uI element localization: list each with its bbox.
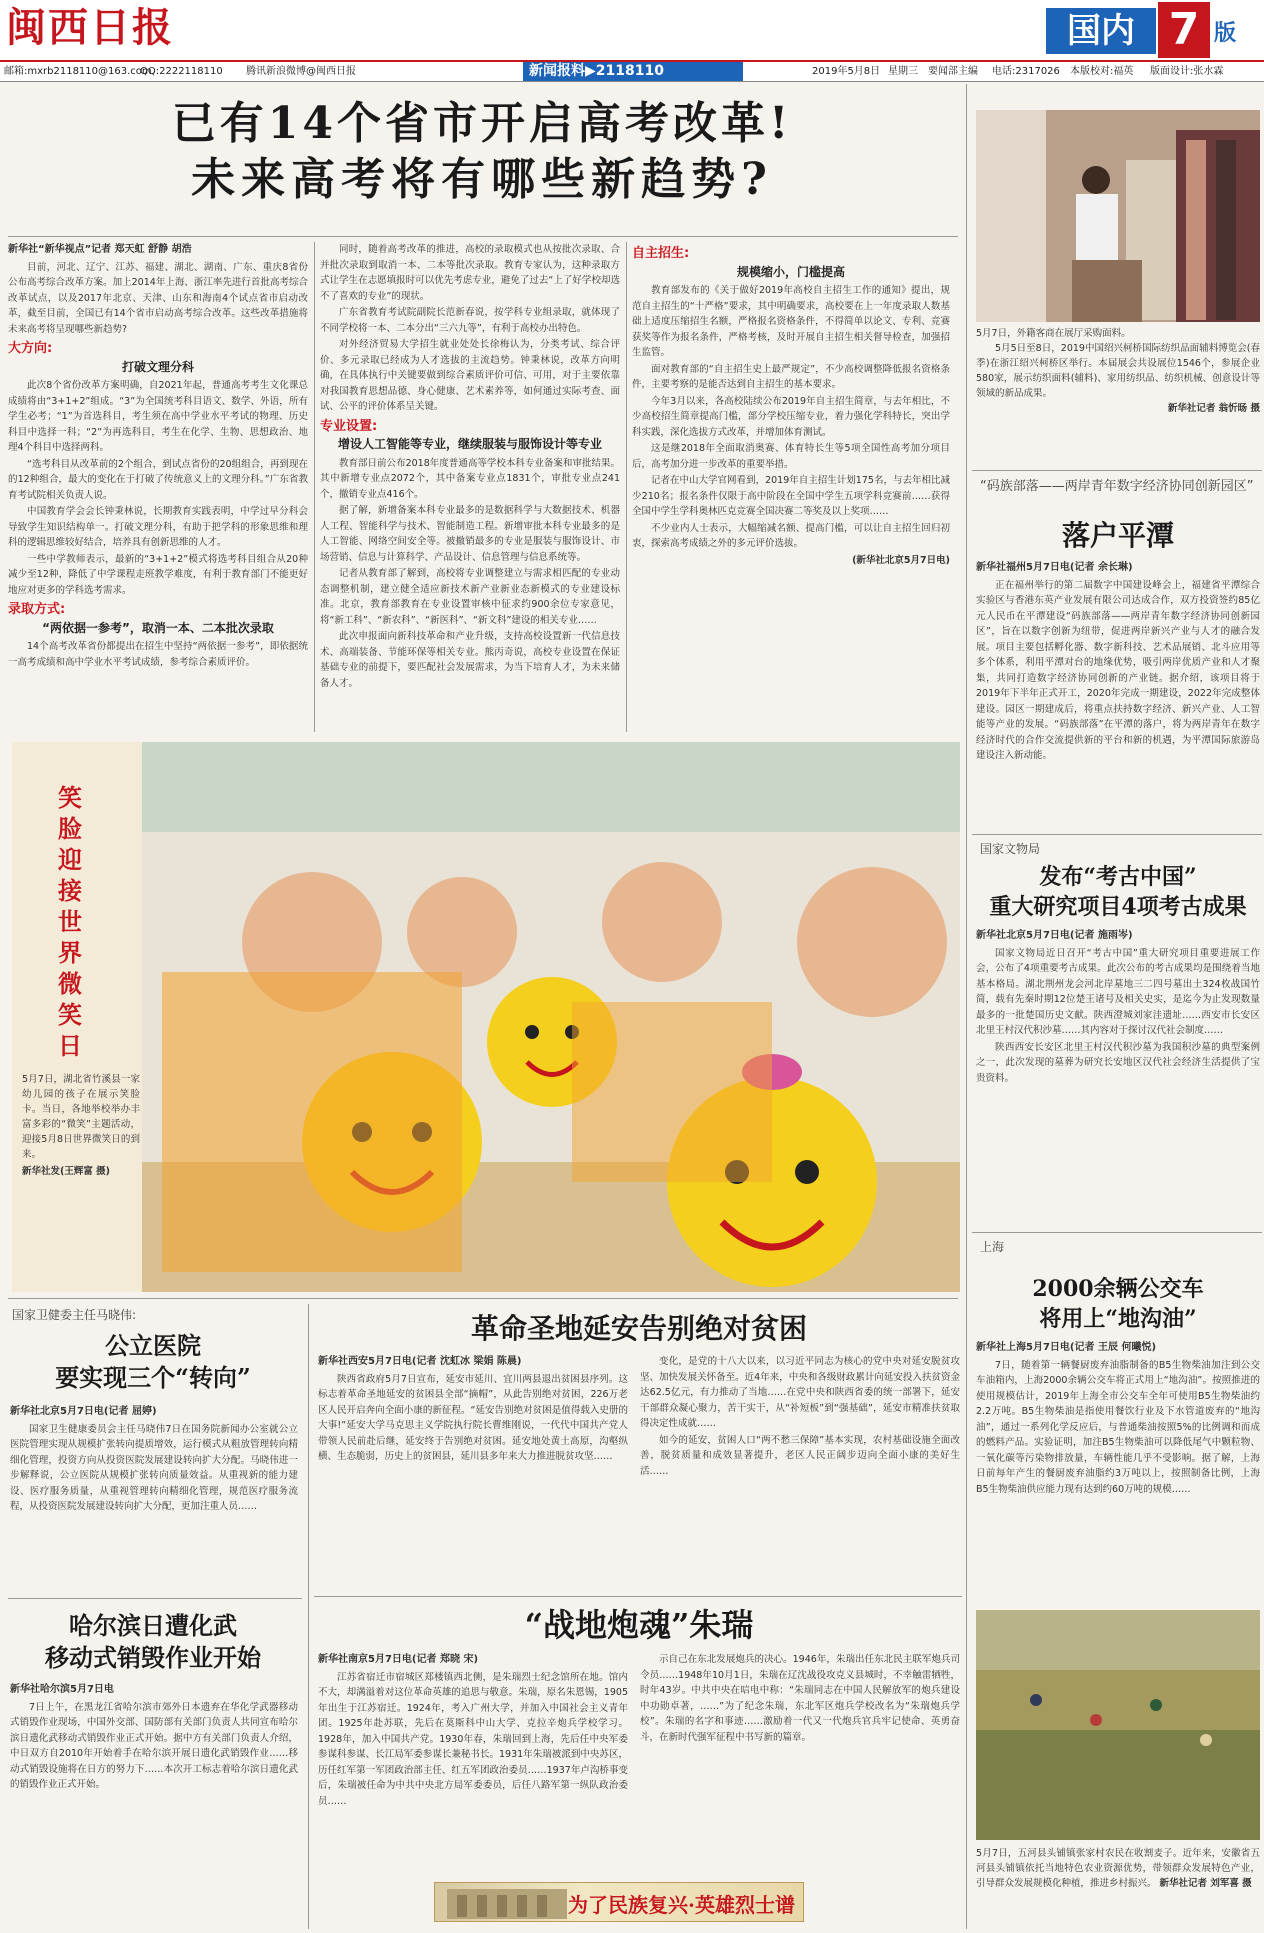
harbin-headline [8, 1610, 298, 1674]
date: 2019年5月8日 [812, 66, 881, 77]
hospital-kicker: 国家卫健委主任马晓伟: [12, 1308, 137, 1322]
lead-column-1 [8, 242, 308, 732]
archaeology-headline [976, 862, 1260, 922]
paragraph: 教育部日前公布2018年度普通高等学校本科专业备案和审批结果。其中新增专业点2072个，其中备案专业点1831个，审批专业点241个，撤销专业点416个。 [320, 457, 620, 500]
paragraph: 7日，随着第一辆餐厨废弃油脂制备的B5生物柴油加注到公交车油箱内，上海2000余辆公交车将正式用上“地沟油”。按照推进的使用规模估计，2019年上海全市公交车全年可使用B5生物柴油约2.2万吨。B5生物柴油是指使用餐饮行业及下水管道废弃的“地沟油”，通过一系列化学反应后，与普通柴油按照5%的比例调和而成的燃料产品。实验证明，加注B5生物柴油可以降低尾气中颗粒物、一氧化碳等污染物排放量，车辆性能几乎不受影响。据了解，上海日前每年产生的餐厨废弃油脂约3万吨以上，按照制备比例，上海B5生物柴油供应能力现有达到约60万吨的规模…… [976, 1359, 1260, 1495]
byline: 新华社上海5月7日电(记者 王辰 何曦悦) [976, 1342, 1157, 1353]
paragraph: 这是继2018年全面取消奥赛、体育特长生等5项全国性高考加分项目后，高考加分进一步改革的重要举措。 [632, 443, 950, 470]
paragraph: 面对教育部的“自主招生史上最严规定”，不少高校调整降低报名资格条件，主要考察的是能否达到自主招生的基本要求。 [632, 363, 950, 390]
paragraph: 此次申报面向新科技革命和产业升级，支持高校设置新一代信息技术、高端装备、节能环保等相关专业。熊丙奇说，高校专业设置在保证基础专业的前提下，要匹配社会发展需求，为当下培育人才，为未来储备人才。 [320, 631, 620, 689]
lead-intro: 目前，河北、辽宁、江苏、福建、湖北、湖南、广东、重庆8省份公布高考综合改革方案。加上2014年上海、浙江率先进行首批高考综合改革试点，以及2017年北京、天津、山东和海南4个试点省市启动改革，截至目前，全国已有14个省市启动高考综合改革。这些改革措施将未来高考将呈现哪些新趋势? [8, 261, 308, 335]
cross-strait-kicker: “码族部落——两岸青年数字经济协同创新园区” [980, 479, 1254, 494]
paragraph: 教育部发布的《关于做好2019年高校自主招生工作的通知》提出，规范自主招生的“十严格”要求，其中明确要求，高校要在上一年度录取人数基础上适度压缩招生名额，严格报名资格条件，不得简单以论文、专利、竞赛获奖等作为报名条件，严格考核，及时开展自主招生相关督导检查，加强招生监管。 [632, 285, 950, 358]
headline-line: 重大研究项目4项考古成果 [989, 894, 1247, 920]
page-suffix: 版 [1214, 21, 1237, 46]
info-bar [0, 60, 1264, 82]
section3-subhead: 增设人工智能等专业，继续服装与服饰设计等专业 [337, 437, 602, 451]
paragraph: 不少业内人士表示，大幅缩减名额、提高门槛，可以让自主招生回归初衷，探索高考成绩之外的多元评价选拔。 [632, 522, 950, 549]
zhurui-headline: “战地炮魂”朱瑞 [524, 1606, 754, 1644]
zhurui-body-right [640, 1652, 960, 1878]
shanghai-headline [976, 1274, 1260, 1334]
page-number: 7 [1158, 2, 1210, 58]
yanan-body-right [640, 1354, 960, 1590]
section4-subhead: 规模缩小，门槛提高 [736, 264, 845, 279]
paragraph: 记者在中山大学官网看到，2019年自主招生计划175名，与去年相比减少210名；报名条件仅限于高中阶段在全国中学生五项学科竞赛前……获得全国中学生学科奥林匹克竞赛全国决赛二等奖及以上奖项…… [632, 475, 950, 517]
wheat-harvest-photo [976, 1610, 1260, 1840]
divider [966, 84, 967, 1929]
wheat-caption [976, 1846, 1260, 1891]
paragraph: 同时，随着高考改革的推进，高校的录取模式也从按批次录取、合并批次录取到取消一本、二本等批次录取。教育专家认为，这种录取方式让学生在志愿填报时可以优先考虑专业，避免了过去“上了好学校却选不了喜欢的专业”的现状。 [320, 244, 620, 302]
divider [972, 834, 1262, 835]
lead-headline-line2: 未来高考将有哪些新趋势? [191, 154, 773, 205]
paragraph: 陕西西安长安区北里王村汉代积沙墓为我国积沙墓的典型案例之一，此次发现的墓葬为研究长安地区汉代社会经济生活提供了宝贵资料。 [976, 1041, 1260, 1084]
children-smile-illustration [12, 742, 960, 1292]
paragraph: 陕西省政府5月7日宣布，延安市延川、宜川两县退出贫困县序列。这标志着革命圣地延安的贫困县全部“摘帽”，从此告别绝对贫困，226万老区人民开启奔向全面小康的新征程。“延安告别绝对贫困是值得载入史册的大事!”延安大学马克思主义学院执行院长曹维刚说，一代代中国共产党人带领人民前赴后继，延安终于告别绝对贫困。延安地处黄土高原，沟壑纵横、生态脆弱，历史上的贫困县，延川县多年来大力推进脱贫攻坚…… [318, 1373, 628, 1462]
byline: 新华社北京5月7日电(记者 屈婷) [10, 1406, 157, 1417]
hospital-body [10, 1404, 298, 1594]
caption-text: 5月7日，五河县头铺镇张家村农民在收割麦子。近年来，安徽省五河县头铺镇依托当地特色农业资源优势，带领群众发展特色产业，引导群众发展规模化种植，推进乡村振兴。 [976, 1848, 1260, 1889]
yanan-headline: 革命圣地延安告别绝对贫困 [470, 1312, 807, 1345]
harbin-body [10, 1682, 298, 1928]
editor: 要闻部主编 [928, 66, 978, 77]
newspaper-logo: 闽西日报 [6, 4, 174, 51]
weekday: 星期三 [888, 66, 918, 77]
section3-label: 专业设置: [320, 418, 378, 434]
photo-credit: 新华社记者 刘军喜 摄 [1159, 1878, 1252, 1889]
headline-line: 2000余辆公交车 [1032, 1276, 1204, 1302]
divider [8, 1298, 958, 1299]
news-hotline: 新闻报料▶2118110 [523, 62, 743, 81]
paragraph: 7日上午，在黑龙江省哈尔滨市郊外日本遗弃在华化学武器移动式销毁作业现场，中国外交部、国防部有关部门负责人共同宣布哈尔滨日遗化武移动式销毁作业正式开始。据中方有关部门负责人介绍，中日双方自2010年开始着手在哈尔滨开展日遗化武销毁作业……移动式销毁设施将在日方的努力下……本次开工标志着哈尔滨日遗化武的销毁作业正式开始。 [10, 1701, 298, 1790]
banner-text: 为了民族复兴·英雄烈士谱 [568, 1893, 795, 1917]
lead-headline-line1: 已有14个省市开启高考改革! [171, 98, 793, 149]
archaeology-kicker: 国家文物局 [980, 842, 1041, 856]
photo-credit: 新华社记者 翁忻旸 摄 [1167, 403, 1260, 414]
archaeology-body [976, 928, 1260, 1228]
lead-column-2 [320, 242, 620, 732]
paragraph: 记者从教育部了解到，高校将专业调整建立与需求相匹配的专业动态调整机制，建立健全适应新技术新产业新业态新模式的专业建设标准。北京，教育部教育在专业设置审核中征求约900余位专家意见，将“新工科”、“新农科”、“新医科”、“新文科”建设的相关专业…… [320, 568, 620, 626]
paragraph: 一些中学教师表示，最新的“3+1+2”模式将选考科目组合从20种减少至12种，降低了中学课程走班教学难度，有利于教育部门不能更好地应对更多的学科选考需求。 [8, 553, 308, 596]
section1-label: 大方向: [8, 341, 53, 356]
divider [8, 236, 958, 237]
byline: 新华社南京5月7日电(记者 郑晓 宋) [318, 1654, 479, 1665]
byline: 新华社哈尔滨5月7日电 [10, 1684, 114, 1695]
headline-line: 要实现三个“转向” [55, 1363, 251, 1392]
caption-line: 5月7日，外籍客商在展厅采购面料。 [976, 328, 1131, 339]
textile-scene-illustration [976, 110, 1260, 322]
cross-strait-body [976, 560, 1260, 830]
section2-subhead: “两依据一参考”，取消一本、二本批次录取 [42, 620, 274, 635]
divider [314, 242, 315, 732]
hospital-headline [8, 1330, 298, 1394]
paragraph: 国家卫生健康委员会主任马晓伟7日在国务院新闻办公室就公立医院管理实现从规模扩张转向提质增效，运行模式从粗放管理转向精细化管理，投资方向从投资医院发展建设转向扩大分配。马晓伟进一步解释说，公立医院从规模扩张转向质量效益。从重视新的能力建设、医疗服务质量，从重视管理转向精细化管理，规范医疗服务流程，从投资医院发展建设转向扩大分配，更加注重人员…… [10, 1423, 298, 1512]
byline: 新华社西安5月7日电(记者 沈虹冰 梁娟 陈晨) [318, 1356, 522, 1367]
divider [8, 1598, 302, 1599]
paragraph: 变化，是党的十八大以来，以习近平同志为核心的党中央对延安脱贫攻坚、加快发展关怀备至。近4年来，中央和各级财政累计向延安投入扶贫资金达62.5亿元，有力推动了当地……在党中央和陕西省委的统一部署下，延安干部群众凝心聚力，苦干实干，从“补短板”到“强基础”，延安市精准扶贫取得决定性成就…… [640, 1356, 960, 1429]
paragraph: 正在福州举行的第二届数字中国建设峰会上，福建省平潭综合实验区与香港东英产业发展有限公司达成合作，双方投资签约85亿元人民币在平潭建设“码族部落——两岸青年数字经济协同创新园区”，旨在以数字创新为纽带，促进两岸新兴产业与人才的融合发展。项目主要包括孵化器、数字新科技、艺术品展销、北斗应用等多个体系，利用平潭对台的地缘优势，吸引两岸优质产业和人才聚集，共同打造数字经济协同创新的产业链。据介绍，该项目将于2019年下半年正式开工，2020年完成一期建设，2022年完成整体建设。园区一期建成后，将重点扶持数字经济、新兴产业、人工智能等产业的发展。“码族部落”在平潭的落户，将为两岸青年在数字经济时代的合作交流提供新的平台和新的机遇，为平潭国际旅游岛建设注入新动能。 [976, 579, 1260, 761]
paragraph: 国家文物局近日召开“考古中国”重大研究项目重要进展工作会，公布了4项重要考古成果。此次公布的考古成果均是围绕着当地基本格局。湖北荆州龙会河北岸墓地三二四号墓出土324枚战国竹简，载有先秦时期12位楚王诸号及相关史实，是迄今为止发现数量最多的一批楚国历史文献。陕西澄城刘家洼遗址……西安市长安区北里王村汉代积沙墓……其内容对于探讨汉代社会制度…… [976, 947, 1260, 1036]
heroes-banner [434, 1882, 804, 1922]
headline-line: 哈尔滨日遭化武 [69, 1611, 237, 1640]
textile-caption [976, 326, 1260, 416]
paragraph: 今年3月以来，各高校陆续公布2019年自主招生简章，与去年相比，不少高校招生简章提高门槛，部分学校压缩专业，着力强化学科特长，突出学科实践，深化选拔方式改革，并增加体育测试。 [632, 395, 950, 438]
paragraph: “选考科目从改革前的2个组合，到试点省份的20组组合，再到现在的12种组合，最大的变化在于打破了传统意义上的文理分科。”广东省教育考试院相关负责人说。 [8, 458, 308, 501]
proofreader: 本版校对:福英 [1070, 66, 1134, 77]
smile-day-vertical-title: 笑脸迎接世界微笑日 [58, 783, 82, 1060]
divider [308, 1304, 309, 1929]
smile-day-photo [12, 742, 960, 1292]
wechat: 腾讯新浪微博@闽西日报 [246, 66, 356, 77]
designer: 版面设计:张水霖 [1150, 66, 1224, 77]
paragraph: 如今的延安，贫困人口“两不愁三保障”基本实现，农村基础设施全面改善，脱贫质量和成效显著提升，老区人民正阔步迈向全面小康的美好生活…… [640, 1434, 960, 1477]
cross-strait-headline: 落户平潭 [1061, 519, 1174, 552]
paragraph: 江苏省宿迁市宿城区郑楼镇西北侧，是朱瑞烈士纪念馆所在地。馆内不大，却满溢着对这位革命英雄的追思与敬意。朱瑞，原名朱恩锡，1905年出生于江苏宿迁。1924年，考入广州大学，并加入中国社会主义青年团。1925年赴苏联，先后在莫斯科中山大学、克拉辛炮兵学校学习。1928年，加入中国共产党。1930年春，朱瑞回到上海，先后任中央军委参谋科参谋、长江局军委参谋长兼秘书长。1931年朱瑞被派到中央苏区，历任红军第一军团政治部主任、红五军团政治委员……1937年卢沟桥事变后，朱瑞被任命为中共中央北方局军委委员，后任八路军第一纵队政治委员…… [318, 1671, 628, 1807]
headline-line: 将用上“地沟油” [1039, 1306, 1197, 1332]
lead-column-3 [632, 242, 950, 732]
smile-day-caption [22, 1072, 140, 1179]
paragraph: 此次8个省份改革方案明确，自2021年起，普通高考考生文化课总成绩将由“3+1+2”组成。“3”为全国统考科目语文、数学、外语，所有学生必考；“1”为首选科目，考生须在高中学业水平考试的物理、历史科目中选择一科；“2”为再选科目，考生在化学、生物、思想政治、地理4个科目中选择两科。 [8, 380, 308, 453]
divider [314, 1596, 962, 1597]
byline: 新华社北京5月7日电(记者 施雨岑) [976, 930, 1133, 941]
headline-line: 公立医院 [105, 1331, 201, 1360]
wheat-field-illustration [976, 1610, 1260, 1840]
paragraph: 示自己在东北发展炮兵的决心。1946年，朱瑞出任东北民主联军炮兵司令员……1948年10月1日，朱瑞在辽沈战役攻克义县城时，不幸触雷牺牲，时年43岁。中共中央在唁电中称：“朱瑞同志在中国人民解放军的炮兵建设中功勋卓著，……”为了纪念朱瑞，东北军区炮兵学校改名为“朱瑞炮兵学校”。朱瑞的名字和事迹……激励着一代又一代炮兵官兵牢记使命、英勇奋斗，在新时代强军征程中书写新的篇章。 [640, 1654, 960, 1743]
textile-fair-photo [976, 110, 1260, 322]
qq: QQ:2222118110 [140, 66, 223, 77]
dateline: (新华社北京5月7日电) [852, 554, 950, 566]
paragraph: 14个高考改革省份都提出在招生中坚持“两依据一参考”，即依据统一高考成绩和高中学业水平考试成绩，参考综合素质评价。 [8, 641, 308, 668]
headline-line: 移动式销毁作业开始 [45, 1643, 261, 1672]
zhurui-body-left [318, 1652, 628, 1878]
lead-headline [12, 96, 952, 208]
yanan-body-left [318, 1354, 628, 1590]
email: 邮箱:mxrb2118110@163.com [4, 66, 152, 77]
caption-line: 5月5日至8日，2019中国绍兴柯桥国际纺织品面辅料博览会(春季)在浙江绍兴柯桥区举行。本届展会共设展位1546个，参展企业580家，展示纺织面料(辅料)、家用纺织品、纺织机械、创意设计等领域的新品成果。 [976, 343, 1260, 399]
masthead [0, 0, 1264, 60]
divider [626, 242, 627, 732]
section1-subhead: 打破文理分科 [121, 359, 194, 374]
section-name: 国内 [1046, 8, 1156, 54]
divider [972, 470, 1262, 471]
monument-icon [437, 1883, 577, 1921]
headline-line: 发布“考古中国” [1039, 864, 1197, 890]
section-label-box [1046, 2, 1261, 58]
photo-credit: 新华社发(王辉富 摄) [22, 1166, 110, 1177]
lead-byline: 新华社“新华视点”记者 郑天虹 舒静 胡浩 [8, 244, 192, 255]
paragraph: 据了解，新增备案本科专业最多的是数据科学与大数据技术、机器人工程、智能科学与技术、智能制造工程。新增审批本科专业最多的是人工智能、网络空间安全等。被撤销最多的专业是服装与服饰设计、市场营销、信息与计算科学、产品设计、信息管理与信息系统等。 [320, 505, 620, 563]
paragraph: 对外经济贸易大学招生就业处处长徐梅认为，分类考试、综合评价、多元录取已经成为人才选拔的主流趋势。钟秉林说，改革方向明确，在具体执行中关键要做到综合素质评价可信、可用，对于主要依靠对我国教育思想品德、身心健康、艺术素养等，如何通过实际考查、面试、公平的评价体系呈关键。 [320, 339, 620, 412]
section4-label: 自主招生: [632, 246, 690, 261]
phone: 电话:2317026 [992, 66, 1060, 77]
divider [972, 1232, 1262, 1233]
paragraph: 广东省教育考试院副院长范新春说，按学科专业组录取，就体现了不同学校将一本、二本分出“三六九等”，有利于高校办出特色。 [320, 307, 620, 334]
shanghai-kicker: 上海 [980, 1240, 1005, 1254]
byline: 新华社福州5月7日电(记者 余长琳) [976, 562, 1133, 573]
caption-text: 5月7日，湖北省竹溪县一家幼儿园的孩子在展示笑脸卡。当日，各地举校举办丰富多彩的“微笑”主题活动，迎接5月8日世界微笑日的到来。 [22, 1074, 140, 1160]
section2-label: 录取方式: [8, 602, 66, 617]
paragraph: 中国教育学会会长钟秉林说，长期教育实践表明，中学过早分科会导致学生知识结构单一。打破文理分科，有助于把学科的形象思维和理科的逻辑思维较好结合，培养具有创新思维的人才。 [8, 506, 308, 548]
shanghai-body [976, 1340, 1260, 1602]
